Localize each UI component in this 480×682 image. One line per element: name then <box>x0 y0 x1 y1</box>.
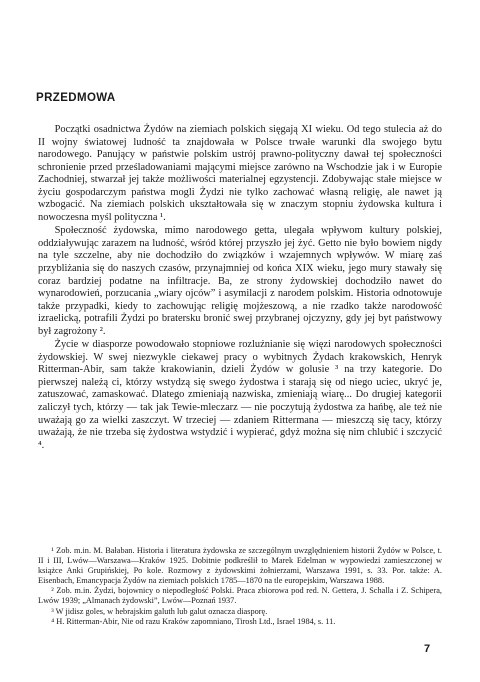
page-title: PRZEDMOWA <box>36 92 116 104</box>
body-text <box>38 124 442 452</box>
footnote: ¹ Zob. m.in. M. Bałaban. Historia i literatura żydowska ze szczególnym uwzględnieniem historii Żydów w Polsce, t. II i III, Lwów—Warszawa—Kraków 1925. Dobitnie podkreślił to Marek Edelman w wypowiedzi zamieszczonej w książce Anki Grupińskiej, Po kole. Rozmowy z żydowskimi żołnierzami, Warszawa 1991, s. 33. Por. także: A. Eisenbach, Emancypacja Żydów na ziemiach polskich 1785—1870 na tle europejskim, Warszawa 1988. <box>38 546 442 586</box>
page-number: 7 <box>424 643 431 655</box>
footnotes <box>38 546 442 627</box>
paragraph: Społeczność żydowska, mimo narodowego getta, ulegała wpływom kultury polskiej, oddziaływując zarazem na ludność, wśród której przyszło jej żyć. Getto nie było bowiem nigdy na tyle szczelne, aby nie dochodziło do związków i wzajemnych wpływów. W miarę zaś przybliżania się do naszych czasów, przynajmniej od końca XIX wieku, jego mury stawały się coraz bardziej podatne na infiltracje. Ba, ze strony żydowskiej dochodziło nawet do wynarodowień, porzucania „wiary ojców” i asymilacji z narodem polskim. Historia odnotowuje także przypadki, kiedy to zachowując religię mojżeszową, a nie rzadko także narodowość izraelicką, potrafili Żydzi po bratersku bronić swej przybranej ojczyzny, gdy jej byt państwowy był zagrożony ². <box>38 225 442 337</box>
footnote: ⁴ H. Ritterman-Abir, Nie od razu Kraków zapomniano, Tirosh Ltd., Israel 1984, s. 11. <box>51 616 336 626</box>
footnote: ³ W jidisz goles, w hebrajskim galuth lub galut oznacza diasporę. <box>51 606 268 616</box>
paragraph: Początki osadnictwa Żydów na ziemiach polskich sięgają XI wieku. Od tego stulecia aż do II wojny światowej ludność ta znajdowała w Polsce trwałe warunki dla swojego bytu narodowego. Panujący w państwie polskim ustrój prawno-polityczny dawał tej społeczności schronienie przed prześladowaniami mającymi miejsce zarówno na Wschodzie jak i w Europie Zachodniej, stwarzał jej także możliwości materialnej egzystencji. Zdobywając stałe miejsce w życiu gospodarczym państwa mogli Żydzi nie tylko zachować własną religię, ale nawet ją wzbogacić. Na ziemiach polskich ukształtowała się w znaczym stopniu żydowska kultura i nowoczesna myśl polityczna ¹. <box>38 124 442 223</box>
paragraph: Życie w diasporze powodowało stopniowe rozluźnianie się więzi narodowych społeczności żydowskiej. W swej niezwykle ciekawej pracy o wybitnych Żydach krakowskich, Henryk Ritterman-Abir, sam także krakowianin, dzieli Żydów w golusie ³ na trzy kategorie. Do pierwszej należą ci, którzy wstydzą się swego żydostwa i starają się od niego uciec, ukryć je, zatuszować, zamaskować. Dlatego zmieniają nazwiska, zmieniają wiarę... Do drugiej kategorii zaliczył tych, którzy — tak jak Tewie-mleczarz — nie poczytują żydostwa za hańbę, ale też nie uważają go za wielki zaszczyt. W trzeciej — zdaniem Rittermana — mieszczą się tacy, którzy uważają, że nie trzeba się żydostwa wstydzić i wypierać, gdyż można się nim chlubić i szczycić ⁴. <box>38 339 442 451</box>
footnote: ² Zob. m.in. Żydzi, bojownicy o niepodległość Polski. Praca zbiorowa pod red. N. Gettera, J. Schalla i Z. Schipera, Lwów 1939; „Almanach żydowski”, Lwów—Poznań 1937. <box>38 586 442 606</box>
